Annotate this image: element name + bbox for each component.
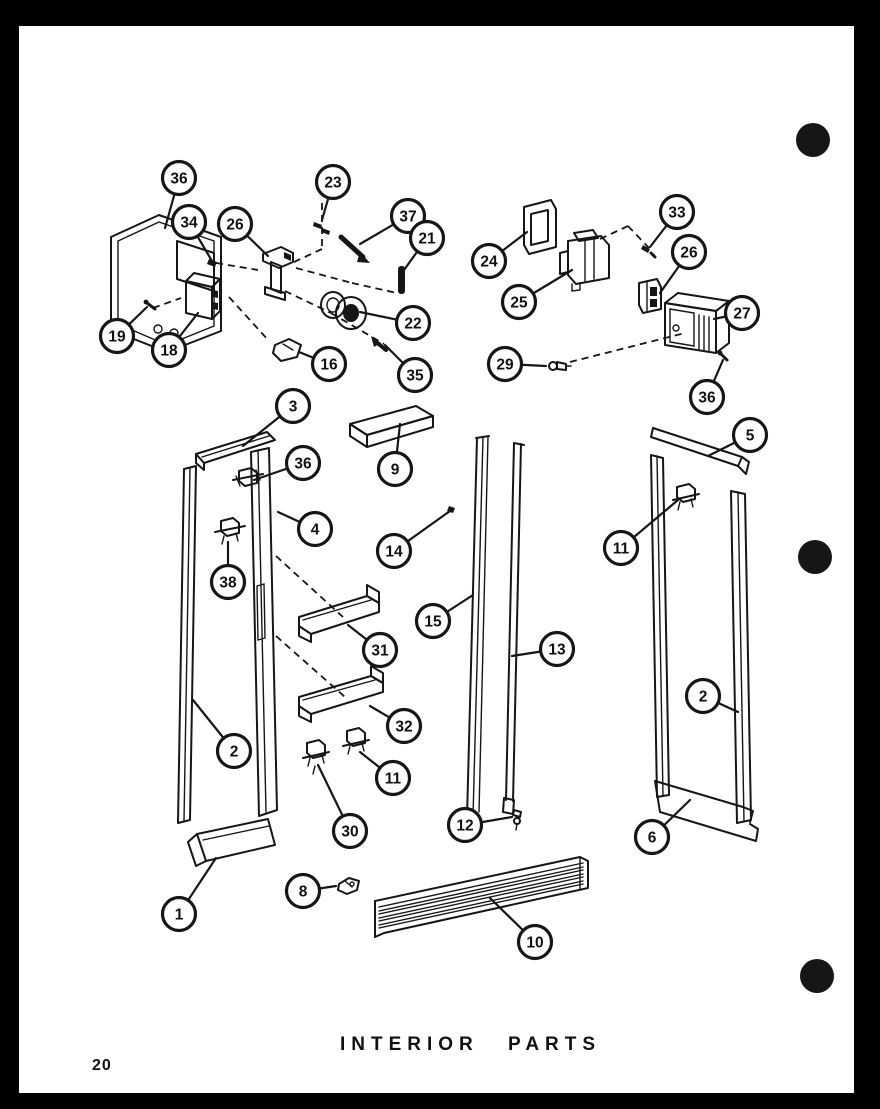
svg-text:23: 23 (324, 174, 342, 192)
part-callout-32 (388, 710, 421, 743)
svg-text:14: 14 (385, 543, 403, 561)
part-callout-15 (417, 605, 450, 638)
part-callout-14 (378, 535, 411, 568)
svg-text:27: 27 (733, 305, 751, 323)
hole-punch-top (796, 123, 830, 157)
svg-text:35: 35 (406, 367, 424, 385)
svg-text:13: 13 (548, 641, 566, 659)
svg-text:9: 9 (390, 461, 400, 479)
svg-text:26: 26 (680, 244, 698, 262)
part-callout-24 (473, 245, 506, 278)
svg-text:19: 19 (108, 328, 126, 346)
svg-text:5: 5 (745, 427, 755, 445)
hole-punch-middle (798, 540, 832, 574)
svg-text:12: 12 (456, 817, 474, 835)
svg-text:38: 38 (219, 574, 237, 592)
part-callout-3 (277, 390, 310, 423)
svg-text:36: 36 (698, 389, 716, 407)
part-callout-5 (734, 419, 767, 452)
part-callout-2 (218, 735, 251, 768)
page-title: INTERIOR PARTS (340, 1034, 602, 1055)
svg-text:36: 36 (170, 170, 188, 188)
part-callout-35 (399, 359, 432, 392)
part-callout-22 (397, 307, 430, 340)
part-callout-30 (334, 815, 367, 848)
svg-text:4: 4 (310, 521, 320, 539)
part-callout-31 (364, 634, 397, 667)
part-callout-29 (489, 348, 522, 381)
part-callout-9 (379, 453, 412, 486)
part-callout-8 (287, 875, 320, 908)
part-callout-16 (313, 348, 346, 381)
part-callout-25 (503, 286, 536, 319)
part-callout-21 (411, 222, 444, 255)
svg-text:29: 29 (496, 356, 514, 374)
paper (19, 26, 854, 1093)
part-callout-33 (661, 196, 694, 229)
svg-text:2: 2 (229, 743, 239, 761)
svg-text:10: 10 (526, 934, 544, 952)
svg-text:3: 3 (288, 398, 298, 416)
svg-text:34: 34 (180, 214, 198, 232)
part-callout-10 (519, 926, 552, 959)
part-callout-1 (163, 898, 196, 931)
part-callout-38 (212, 566, 245, 599)
svg-text:8: 8 (298, 883, 308, 901)
part-callout-36 (163, 162, 196, 195)
part-callout-12 (449, 809, 482, 842)
part-callout-19 (101, 320, 134, 353)
svg-text:33: 33 (668, 204, 686, 222)
part-callout-13 (541, 633, 574, 666)
svg-text:37: 37 (399, 208, 417, 226)
svg-text:11: 11 (384, 770, 402, 788)
part-callout-23 (317, 166, 350, 199)
svg-text:21: 21 (418, 230, 436, 248)
svg-text:15: 15 (424, 613, 442, 631)
svg-text:16: 16 (320, 356, 338, 374)
part-callout-26 (673, 236, 706, 269)
svg-text:1: 1 (174, 906, 184, 924)
svg-text:32: 32 (395, 718, 413, 736)
part-callout-18 (153, 334, 186, 367)
svg-text:18: 18 (160, 342, 178, 360)
svg-text:24: 24 (480, 253, 498, 271)
part-callout-6 (636, 821, 669, 854)
svg-text:6: 6 (647, 829, 657, 847)
hole-punch-bottom (800, 959, 834, 993)
part-callout-36 (287, 447, 320, 480)
svg-text:26: 26 (226, 216, 244, 234)
part-callout-2 (687, 680, 720, 713)
svg-text:2: 2 (698, 688, 708, 706)
svg-text:25: 25 (510, 294, 528, 312)
svg-text:22: 22 (404, 315, 422, 333)
svg-text:36: 36 (294, 455, 312, 473)
page-number: 20 (92, 1057, 112, 1074)
svg-text:30: 30 (341, 823, 359, 841)
part-callout-11 (605, 532, 638, 565)
part-callout-26 (219, 208, 252, 241)
svg-text:31: 31 (371, 642, 389, 660)
part-callout-34 (173, 206, 206, 239)
part-callout-11 (377, 762, 410, 795)
part-callout-36 (691, 381, 724, 414)
part-callout-4 (299, 513, 332, 546)
part-callout-27 (726, 297, 759, 330)
svg-text:11: 11 (612, 540, 630, 558)
